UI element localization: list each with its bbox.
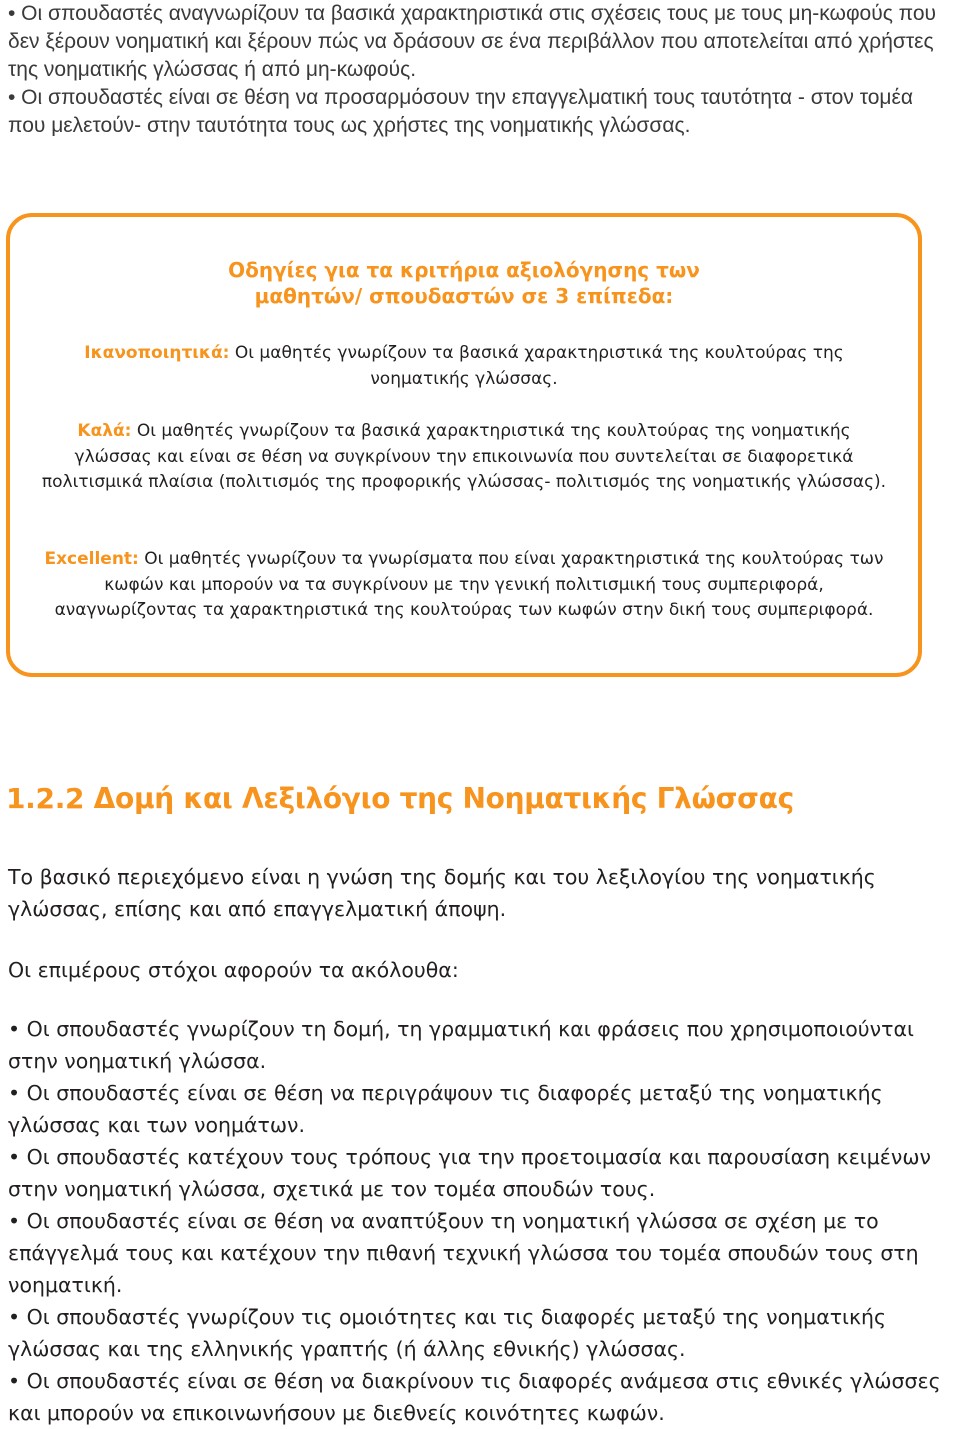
list-item: • Οι σπουδαστές αναγνωρίζουν τα βασικά χαρακτηριστικά στις σχέσεις τους με τους μη-κωφούς που δεν ξέρουν νοηματική και ξέρουν πώς να δράσουν σε ένα περιβάλλον που αποτελείται από χρήστες της νοηματικής γλώσσας ή από μη-κωφούς. — [8, 2, 937, 81]
goal-bullet-list — [8, 1013, 953, 1429]
assessment-criteria-box — [6, 213, 922, 677]
level-label: Καλά: — [77, 421, 132, 441]
level-label: Ικανοποιητικά: — [84, 343, 230, 363]
criteria-box-title — [10, 257, 918, 309]
level-description: Οι μαθητές γνωρίζουν τα γνωρίσματα που είναι χαρακτηριστικά της κουλτούρας των κωφών και μπορούν να τα συγκρίνουν με την γενική πολιτισμική τους συμπεριφορά, αναγνωρίζοντας τα χαρακτηριστικά της κουλτούρας των κωφών στην δική τους συμπεριφορά. — [54, 549, 884, 620]
list-item: • Οι σπουδαστές είναι σε θέση να διακρίνουν τις διαφορές ανάμεσα στις εθνικές γλώσσες και μπορούν να επικοινωνήσουν με διεθνείς κοινότητες κωφών. — [8, 1369, 941, 1425]
section-heading: 1.2.2 Δομή και Λεξιλόγιο της Νοηματικής Γλώσσας — [6, 782, 794, 815]
list-item: • Οι σπουδαστές κατέχουν τους τρόπους για την προετοιμασία και παρουσίαση κειμένων στην νοηματική γλώσσα, σχετικά με τον τομέα σπουδών τους. — [8, 1145, 931, 1201]
list-item: • Οι σπουδαστές είναι σε θέση να προσαρμόσουν την επαγγελματική τους ταυτότητα - στον τομέα που μελετούν- στην ταυτότητα τους ως χρήστες της νοηματικής γλώσσας. — [8, 86, 913, 137]
level-description: Οι μαθητές γνωρίζουν τα βασικά χαρακτηριστικά της κουλτούρας της νοηματικής γλώσσας και είναι σε θέση να συγκρίνουν την επικοινωνία που συντελείται σε διαφορετικά πολιτισμικά πλαίσια (πολιτισμός της προφορικής γλώσσας- πολιτισμός της νοηματικής γλώσσας). — [41, 421, 887, 492]
goals-intro-paragraph: Οι επιμέρους στόχοι αφορούν τα ακόλουθα: — [8, 958, 459, 982]
section-intro-paragraph: Το βασικό περιεχόμενο είναι η γνώση της δομής και του λεξιλογίου της νοηματικής γλώσσας, επίσης και από επαγγελματική άποψη. — [8, 865, 876, 921]
list-item: • Οι σπουδαστές είναι σε θέση να περιγράψουν τις διαφορές μεταξύ της νοηματικής γλώσσας και των νοημάτων. — [8, 1081, 883, 1137]
criteria-level-good — [40, 419, 888, 496]
top-bullet-list — [8, 0, 948, 140]
criteria-level-satisfactory — [40, 341, 888, 392]
level-description: Οι μαθητές γνωρίζουν τα βασικά χαρακτηριστικά της κουλτούρας της νοηματικής γλώσσας. — [234, 343, 844, 389]
list-item: • Οι σπουδαστές είναι σε θέση να αναπτύξουν τη νοηματική γλώσσα σε σχέση με το επάγγελμά τους και κατέχουν την πιθανή τεχνική γλώσσα του τομέα σπουδών τους στη νοηματική. — [8, 1209, 919, 1297]
list-item: • Οι σπουδαστές γνωρίζουν τη δομή, τη γραμματική και φράσεις που χρησιμοποιούνται στην νοηματική γλώσσα. — [8, 1017, 914, 1073]
criteria-level-excellent — [40, 547, 888, 624]
level-label: Excellent: — [44, 549, 139, 569]
list-item: • Οι σπουδαστές γνωρίζουν τις ομοιότητες και τις διαφορές μεταξύ της νοηματικής γλώσσας και της ελληνικής γραπτής (ή άλλης εθνικής) γλώσσας. — [8, 1305, 887, 1361]
criteria-title-line: Οδηγίες για τα κριτήρια αξιολόγησης των — [228, 258, 700, 282]
criteria-title-line: μαθητών/ σπουδαστών σε 3 επίπεδα: — [254, 284, 674, 308]
